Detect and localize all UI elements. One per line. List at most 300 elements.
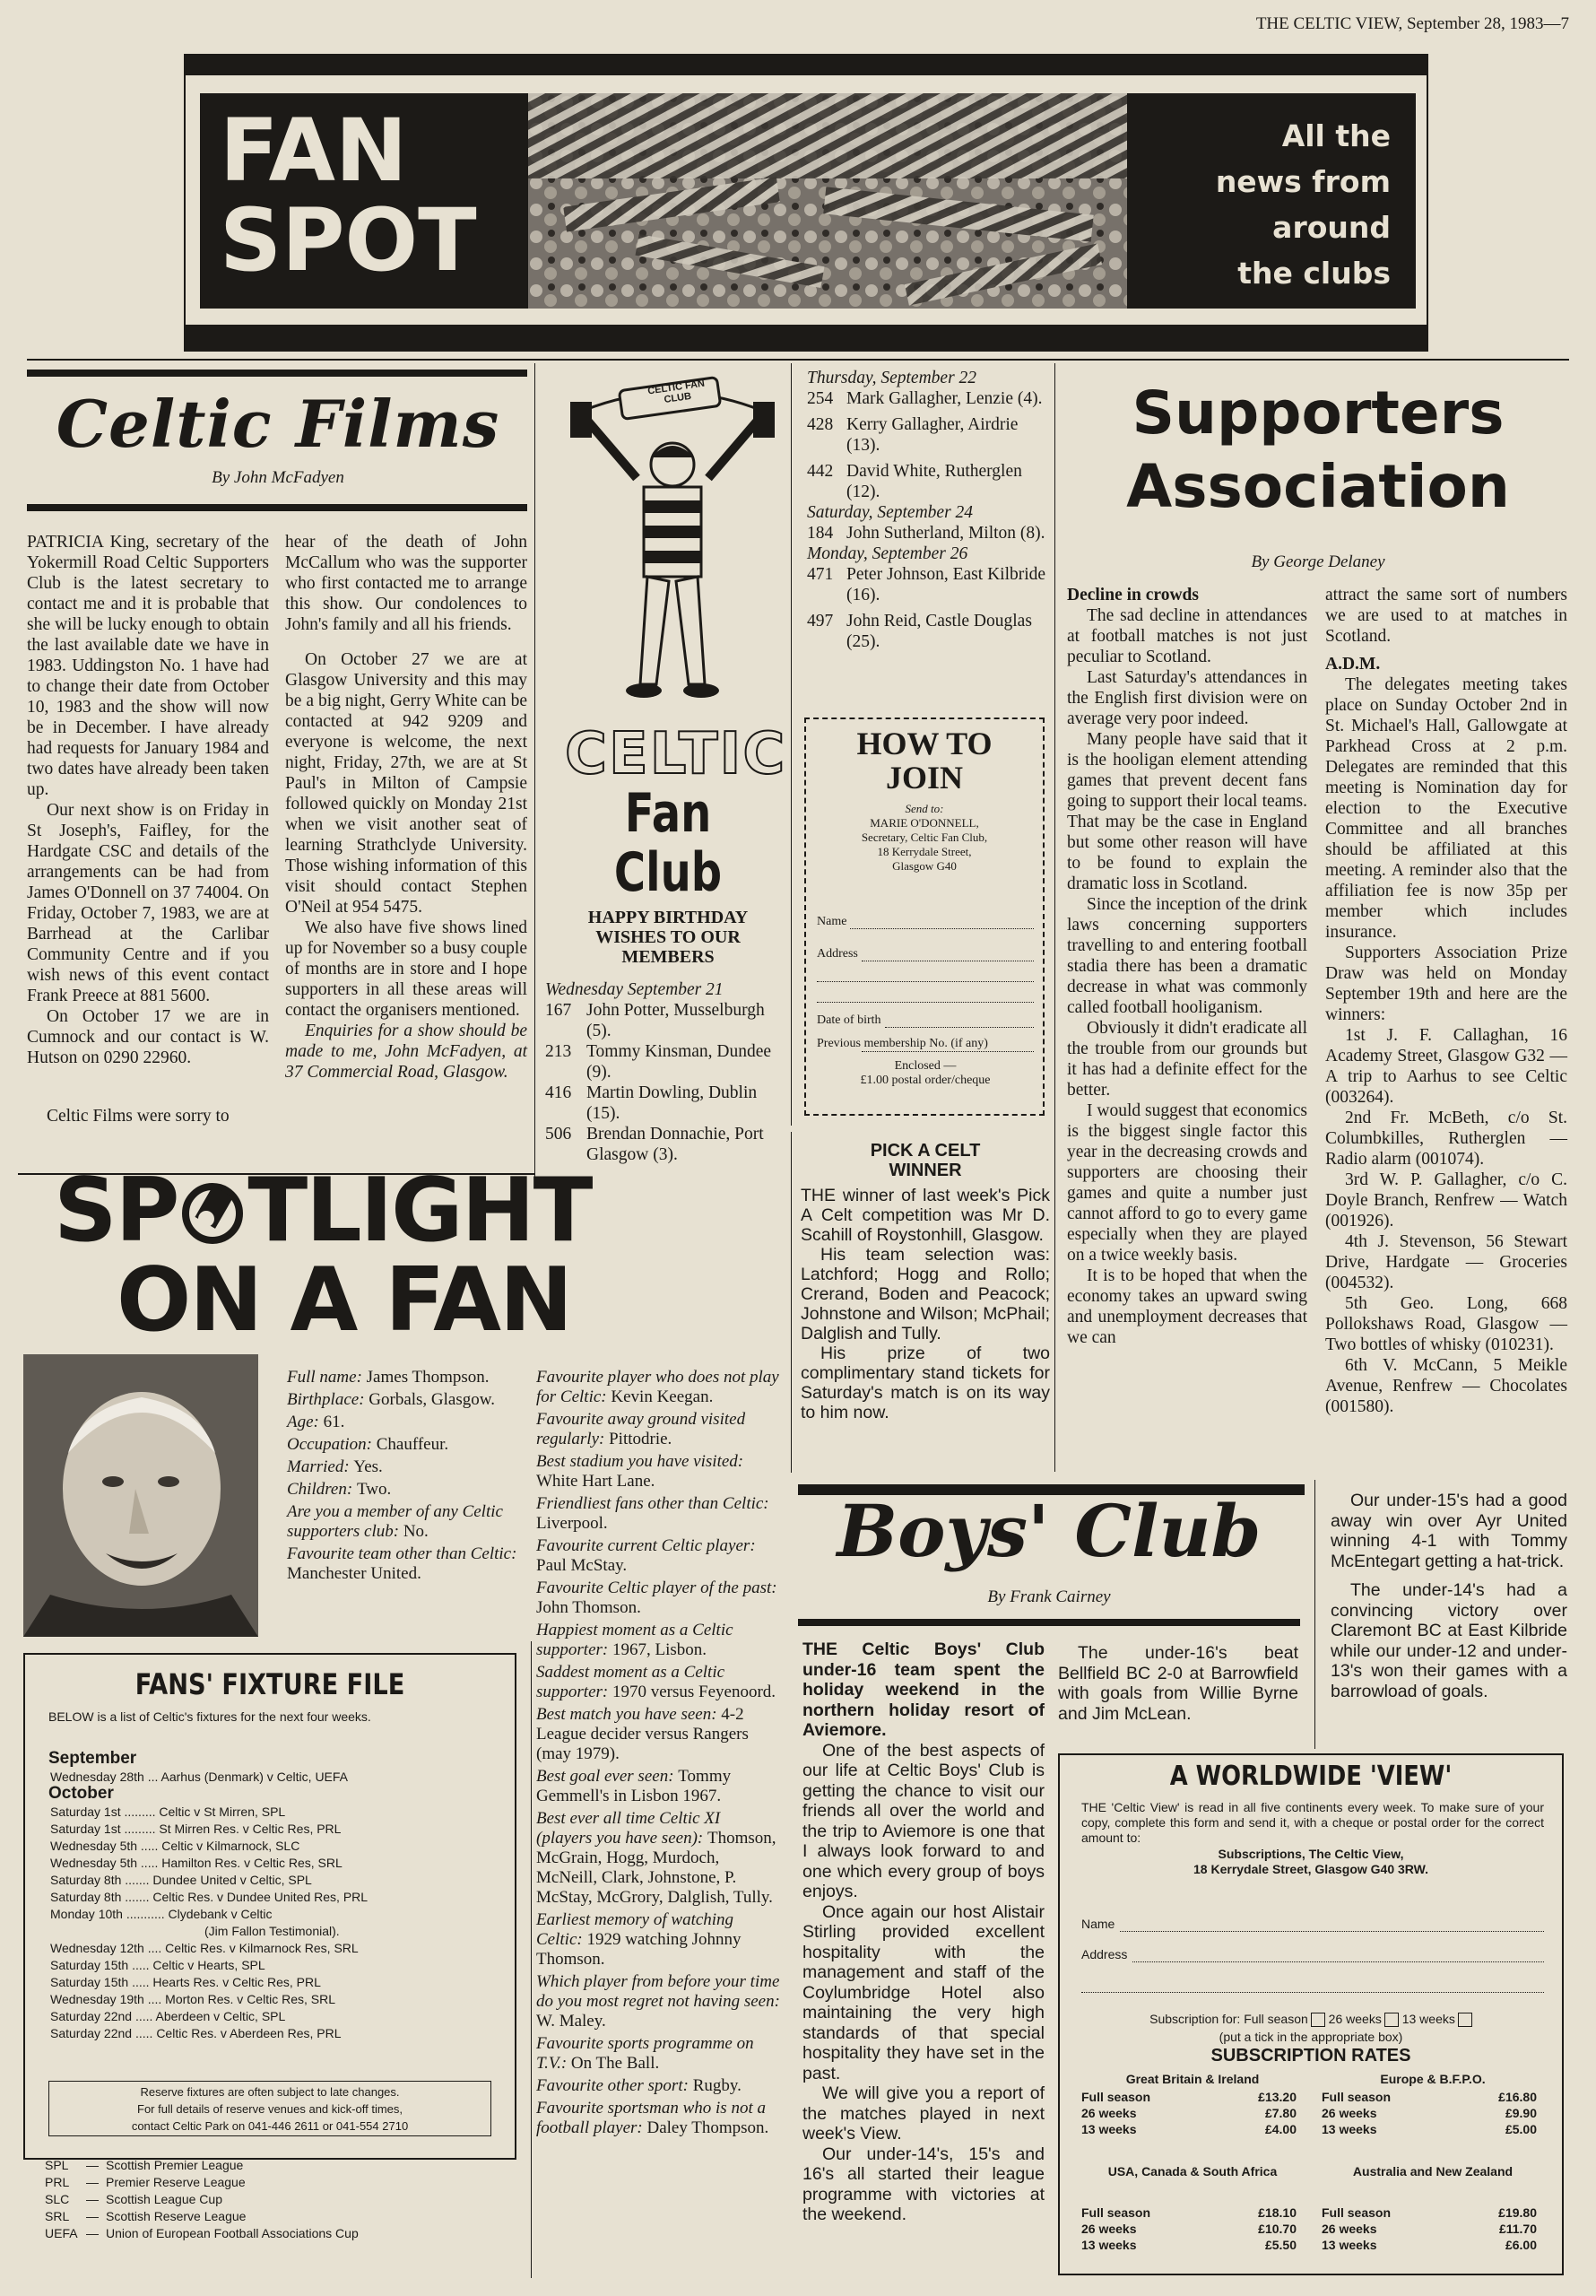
fixture-leader: ......... bbox=[124, 1822, 156, 1836]
member-name: Brendan Donnachie, Port Glasgow (3). bbox=[586, 1125, 764, 1164]
banner-tagline bbox=[1127, 93, 1416, 309]
enclosed-label: Enclosed — bbox=[894, 1059, 957, 1073]
member-number: 416 bbox=[545, 1083, 572, 1102]
fixture-date: Wednesday 28th bbox=[50, 1770, 144, 1784]
fixture-row bbox=[50, 1975, 321, 1989]
rate-row bbox=[1081, 2221, 1297, 2237]
qa-item: Earliest memory of watching Celtic: 1929 watching Johnny Thomson. bbox=[536, 1910, 742, 1969]
rate-period: 26 weeks bbox=[1081, 2222, 1137, 2236]
member-name: Martin Dowling, Dublin (15). bbox=[586, 1083, 758, 1123]
rate-region: Australia and New Zealand bbox=[1352, 2164, 1514, 2179]
fixture-row bbox=[50, 1839, 299, 1853]
member-number: 442 bbox=[807, 462, 834, 481]
rate-period: 13 weeks bbox=[1322, 2122, 1377, 2136]
article-paragraph: Many people have said that it is the hooligan element attending games that prevent decent fans going to support their local teams. That may be the case in England but some other reason will have to be found to explain the dramatic loss in Scotland. bbox=[1067, 730, 1307, 893]
fixture-date: Saturday 8th bbox=[50, 1890, 122, 1904]
fan-spot-word-1: FAN bbox=[220, 100, 408, 201]
fixture-file-box bbox=[23, 1653, 516, 2160]
rate-price: £4.00 bbox=[1264, 2122, 1297, 2136]
article-paragraph: The delegates meeting takes place on Sunday October 2nd in St. Michael's Hall, Gallowgate at Parkhead Cross at 2 p.m. Delegates are reminded that this meeting is Nomination day for election to the Executive Committee and all branches should be affiliated at this meeting. A reminder also that the affiliation fee is now 35p per member which includes insurance. bbox=[1325, 675, 1567, 942]
column-rule bbox=[531, 1641, 532, 2278]
member-entry bbox=[807, 388, 1051, 409]
send-to-label: Send to: bbox=[905, 802, 944, 815]
boys-club-byline: By Frank Cairney bbox=[987, 1587, 1111, 1606]
field-label: Previous membership No. (if any) bbox=[817, 1037, 988, 1050]
fixture-leader: ..... bbox=[140, 1856, 159, 1870]
fan-spot-banner bbox=[184, 74, 1428, 326]
member-entry bbox=[545, 1083, 789, 1124]
fixture-leader: ....... bbox=[125, 1890, 150, 1904]
boys-bottom-rule bbox=[798, 1619, 1300, 1626]
qa-item: Birthplace: Gorbals, Glasgow. bbox=[287, 1390, 495, 1409]
rate-period: Full season bbox=[1081, 2090, 1151, 2104]
membership-field[interactable] bbox=[817, 1037, 1034, 1052]
fixture-row bbox=[50, 1856, 343, 1870]
article-paragraph: The under-14's had a convincing victory over Claremont BC at East Kilbride while our under-12 and under-13's won their games with a barrowload of goals. bbox=[1331, 1580, 1567, 1701]
fixture-date: Saturday 22nd bbox=[50, 2009, 133, 2023]
article-paragraph: 5th Geo. Long, 668 Pollokshaws Road, Glasgow — Two bottles of whisky (010231). bbox=[1325, 1294, 1567, 1354]
article-paragraph: Enquiries for a show should be made to me, John McFadyen, at 37 Commercial Road, Glasgow. bbox=[285, 1022, 527, 1082]
address-line: Glasgow G40 bbox=[892, 859, 957, 873]
article-paragraph: Supporters Association Prize Draw was held on Monday September 19th and here are the winners: bbox=[1325, 944, 1567, 1024]
supporters-column-1 bbox=[1067, 585, 1307, 1348]
option-label: 13 weeks bbox=[1401, 2012, 1455, 2026]
subscription-address: Subscriptions, The Celtic View, bbox=[1218, 1847, 1404, 1861]
pick-a-celt-article bbox=[801, 1141, 1050, 1422]
fixture-date: Wednesday 12th bbox=[50, 1941, 144, 1955]
key-item: PRL — Premier Reserve League bbox=[45, 2175, 246, 2189]
member-entry bbox=[545, 1041, 789, 1083]
column-rule bbox=[1054, 363, 1055, 1472]
pick-a-celt-title: WINNER bbox=[889, 1161, 962, 1180]
qa-item: Are you a member of any Celtic supporters club: No. bbox=[287, 1502, 503, 1541]
fixture-match: Clydebank v Celtic bbox=[168, 1907, 273, 1921]
worldwide-intro: THE 'Celtic View' is read in all five continents every week. To make sure of your copy, complete this form and send it, with a cheque or postal order for the correct amount to: bbox=[1081, 1800, 1544, 1845]
member-number: 428 bbox=[807, 415, 834, 434]
qa-item: Favourite Celtic player of the past: John Thomson. bbox=[536, 1578, 777, 1617]
rate-price: £10.70 bbox=[1258, 2222, 1297, 2236]
rate-price: £11.70 bbox=[1498, 2222, 1537, 2236]
member-entry bbox=[807, 414, 1051, 456]
fixture-match: Celtic Res. v Dundee United Res, PRL bbox=[152, 1890, 369, 1904]
article-paragraph: On October 27 we are at Glasgow University and this may be a big night, Gerry White can be contacted at 942 9209 and everyone is welcome, the next night, Friday, 27th, we are at St Paul's in Milton of Campsie followed quickly on Monday 21st when we visit another seat of learning Strathclyde University. Those wishing information of this visit should contact Stephen O'Neil at 954 5475. bbox=[285, 650, 527, 917]
key-item: SLC — Scottish League Cup bbox=[45, 2192, 222, 2206]
qa-item: Full name: James Thompson. bbox=[287, 1368, 490, 1387]
article-paragraph: 3rd W. P. Gallagher, c/o C. Doyle Branch, Renfrew — Watch (001926). bbox=[1325, 1170, 1567, 1231]
article-paragraph: I would suggest that economics is the biggest single factor this year in the decreasing crowds and supporters are choosing their games and quite a number just cannot afford to go to every game especially when they are played on a twice weekly basis. bbox=[1067, 1101, 1307, 1265]
article-paragraph: On October 17 we are in Cumnock and our contact is W. Hutson on 0290 22960. bbox=[27, 1007, 269, 1067]
qa-item: Which player from before your time do you most regret not having seen: W. Maley. bbox=[536, 1972, 780, 2031]
fixture-row bbox=[50, 1958, 265, 1972]
fan-mascot-illustration bbox=[565, 375, 780, 707]
rates-title: SUBSCRIPTION RATES bbox=[1210, 2046, 1411, 2066]
title-fragment: ON A FAN bbox=[117, 1249, 571, 1352]
rate-price: £7.80 bbox=[1264, 2106, 1297, 2120]
fan-portrait-photo bbox=[23, 1354, 258, 1637]
fixture-match: Morton Res. v Celtic Res, SRL bbox=[165, 1992, 336, 2006]
qa-item: Age: 61. bbox=[287, 1413, 345, 1431]
fixture-match: St Mirren Res. v Celtic Res, PRL bbox=[159, 1822, 342, 1836]
article-paragraph: THE winner of last week's Pick A Celt competition was Mr D. Scahill of Roystonhill, Glasgow. bbox=[801, 1186, 1050, 1245]
section-divider bbox=[27, 359, 1569, 361]
qa-item: Best match you have seen: 4-2 League decider versus Rangers (may 1979). bbox=[536, 1705, 749, 1763]
subscriber-name-field[interactable] bbox=[1081, 1917, 1544, 1932]
rate-row bbox=[1322, 2105, 1537, 2121]
article-paragraph: Our under-14's, 15's and 16's all started their league programme with victories at the weekend. bbox=[802, 2144, 1045, 2224]
fixture-date: Wednesday 5th bbox=[50, 1856, 138, 1870]
fixture-leader: ........... bbox=[126, 1907, 165, 1921]
banner-bottom-bar bbox=[184, 326, 1428, 352]
celtic-films-byline: By John McFadyen bbox=[212, 468, 344, 487]
article-paragraph: Obviously it didn't eradicate all the trouble from our grounds but it has had a definite effect for the better. bbox=[1067, 1019, 1307, 1100]
fixture-date: Saturday 1st bbox=[50, 1822, 121, 1836]
address-line: 18 Kerrydale Street, bbox=[877, 845, 972, 858]
rate-price: £16.80 bbox=[1498, 2090, 1537, 2104]
article-paragraph: hear of the death of John McCallum who was the supporter who first contacted me to arrange this show. Our condolences to John's family and all his friends. bbox=[285, 533, 527, 634]
birthday-list-right bbox=[807, 368, 1051, 652]
fixture-date: Saturday 15th bbox=[50, 1975, 129, 1989]
rate-row bbox=[1322, 2089, 1537, 2105]
tick-note: (put a tick in the appropriate box) bbox=[1219, 2030, 1403, 2044]
key-item: UEFA — Union of European Football Associations Cup bbox=[45, 2226, 359, 2240]
worldwide-title: A WORLDWIDE 'VIEW' bbox=[1169, 1761, 1453, 1792]
fixture-leader: ..... bbox=[134, 2026, 153, 2040]
fixture-leader: ..... bbox=[132, 1958, 150, 1972]
qa-item: Children: Two. bbox=[287, 1480, 392, 1499]
competition-key bbox=[45, 2157, 511, 2242]
qa-item: Favourite away ground visited regularly: Pittodrie. bbox=[536, 1410, 746, 1448]
supporters-column-2 bbox=[1325, 585, 1567, 1417]
fixture-note: (Jim Fallon Testimonial). bbox=[204, 1924, 340, 1938]
rate-price: £5.00 bbox=[1505, 2122, 1537, 2136]
13-weeks-checkbox[interactable] bbox=[1458, 2013, 1472, 2027]
tagline-line: All the bbox=[1281, 118, 1391, 153]
spotlight-lamp-icon bbox=[179, 1174, 246, 1246]
fixture-match: Celtic Res. v Aberdeen Res, PRL bbox=[156, 2026, 342, 2040]
rate-row bbox=[1322, 2121, 1537, 2137]
birthday-list-left bbox=[545, 979, 789, 1165]
reserve-note bbox=[48, 2081, 491, 2136]
fixture-leader: ..... bbox=[134, 2009, 153, 2023]
article-paragraph: We also have five shows lined up for November so a busy couple of months are in store and I hope supporters in all these areas will contact the organisers mentioned. bbox=[285, 918, 527, 1020]
qa-item: Favourite other sport: Rugby. bbox=[536, 2076, 742, 2095]
qa-item: Favourite player who does not play for Celtic: Kevin Keegan. bbox=[536, 1368, 779, 1406]
celtic-films-column-2 bbox=[285, 532, 527, 1083]
member-name: Peter Johnson, East Kilbride (16). bbox=[846, 565, 1046, 604]
tagline-line: news from bbox=[1215, 164, 1391, 199]
fan-club-logo-fanclub: Fan Club bbox=[613, 782, 723, 904]
article-paragraph: 4th J. Stevenson, 56 Stewart Drive, Hardgate — Groceries (004532). bbox=[1325, 1232, 1567, 1292]
option-label: 26 weeks bbox=[1328, 2012, 1382, 2026]
celtic-films-column-1 bbox=[27, 532, 269, 1126]
birthday-day: Saturday, September 24 bbox=[807, 503, 974, 522]
how-to-join-title: JOIN bbox=[885, 760, 963, 796]
qa-item: Happiest moment as a Celtic supporter: 1967, Lisbon. bbox=[536, 1621, 733, 1659]
fan-club-badge-text: CELTIC FAN CLUB bbox=[646, 378, 706, 406]
spotlight-title bbox=[54, 1160, 592, 1352]
column-rule bbox=[791, 363, 792, 1126]
member-name: John Reid, Castle Douglas (25). bbox=[846, 612, 1032, 651]
member-entry bbox=[807, 611, 1051, 652]
fixture-row bbox=[50, 1992, 335, 2006]
title-line: Supporters bbox=[1132, 378, 1505, 448]
rate-price: £5.50 bbox=[1264, 2238, 1297, 2252]
article-paragraph: We will give you a report of the matches played in next week's View. bbox=[802, 2083, 1045, 2144]
crowd-photo bbox=[528, 93, 1127, 309]
member-number: 167 bbox=[545, 1001, 572, 1020]
address-field[interactable] bbox=[817, 947, 1034, 961]
rate-period: 13 weeks bbox=[1322, 2238, 1377, 2252]
fixture-date: Wednesday 19th bbox=[50, 1992, 144, 2006]
member-number: 254 bbox=[807, 389, 834, 408]
note-line: Reserve fixtures are often subject to late changes. bbox=[140, 2085, 400, 2099]
rate-period: Full season bbox=[1081, 2205, 1151, 2220]
qa-item: Married: Yes. bbox=[287, 1457, 383, 1476]
publication-line: THE CELTIC VIEW, September 28, 1983 bbox=[1255, 14, 1544, 33]
birthday-day: Wednesday September 21 bbox=[545, 980, 724, 999]
rate-row bbox=[1081, 2121, 1297, 2137]
article-paragraph: His team selection was: Latchford; Hogg and Rollo; Crerand, Boden and Peacock; Johnstone and Wilson; McPhail; Dalglish and Tully. bbox=[801, 1245, 1050, 1344]
fixture-leader: ..... bbox=[140, 1839, 159, 1853]
fan-club-panel bbox=[538, 366, 789, 1182]
fixture-leader: .... bbox=[147, 1941, 162, 1955]
fee-label: £1.00 postal order/cheque bbox=[860, 1074, 991, 1087]
fixture-file-title: FANS' FIXTURE FILE bbox=[134, 1667, 405, 1701]
rate-period: 13 weeks bbox=[1081, 2238, 1137, 2252]
member-name: John Potter, Musselburgh (5). bbox=[586, 1001, 765, 1040]
member-number: 471 bbox=[807, 565, 834, 584]
26-weeks-checkbox[interactable] bbox=[1384, 2013, 1399, 2027]
rate-price: £9.90 bbox=[1505, 2106, 1537, 2120]
field-label: Name bbox=[817, 915, 847, 928]
fixture-leader: ....... bbox=[125, 1873, 150, 1887]
films-bottom-rule bbox=[27, 504, 527, 511]
title-fragment: TLIGHT bbox=[247, 1160, 592, 1262]
rate-row bbox=[1081, 2237, 1297, 2253]
fan-club-logo-celtic: CELTIC bbox=[565, 721, 787, 787]
date-of-birth-field[interactable] bbox=[817, 1013, 1034, 1028]
subheading: Decline in crowds bbox=[1067, 586, 1199, 604]
boys-club-column-2 bbox=[1058, 1643, 1298, 1724]
fixture-match: Celtic v Kilmarnock, SLC bbox=[161, 1839, 300, 1853]
rate-row bbox=[1081, 2205, 1297, 2221]
fixture-date: Monday 10th bbox=[50, 1907, 123, 1921]
fixture-row bbox=[50, 1890, 368, 1904]
fixture-match: Celtic v Hearts, SPL bbox=[152, 1958, 265, 1972]
supporters-byline: By George Delaney bbox=[1251, 552, 1385, 571]
fixture-row bbox=[50, 1770, 348, 1784]
fixture-intro: BELOW is a list of Celtic's fixtures for the next four weeks. bbox=[48, 1709, 371, 1724]
rate-region: Great Britain & Ireland bbox=[1125, 2072, 1260, 2086]
subscription-options bbox=[1060, 2012, 1562, 2027]
fixture-match: Aarhus (Denmark) v Celtic, UEFA bbox=[160, 1770, 349, 1784]
qa-item: Favourite team other than Celtic: Manchester United. bbox=[287, 1544, 517, 1583]
member-name: Tommy Kinsman, Dundee (9). bbox=[586, 1042, 772, 1082]
boys-club-title: Boys' Club bbox=[837, 1489, 1262, 1573]
rate-period: 26 weeks bbox=[1081, 2106, 1137, 2120]
fixture-match: Celtic Res. v Kilmarnock Res, SRL bbox=[165, 1941, 359, 1955]
column-rule bbox=[791, 1132, 792, 1473]
fixture-date: Saturday 22nd bbox=[50, 2026, 133, 2040]
fixture-leader: ......... bbox=[124, 1805, 156, 1819]
rate-period: 26 weeks bbox=[1322, 2106, 1377, 2120]
article-paragraph: One of the best aspects of our life at Celtic Boys' Club is getting the chance to visit our friends all over the world and the trip to Aviemore is one that I always look forward to and one which every group of boys enjoys. bbox=[802, 1740, 1045, 1901]
name-field[interactable] bbox=[817, 915, 1034, 929]
column-rule bbox=[534, 363, 535, 1181]
rate-price: £19.80 bbox=[1498, 2205, 1537, 2220]
worldwide-view-subscription-form bbox=[1058, 1753, 1564, 2275]
member-name: Mark Gallagher, Lenzie (4). bbox=[846, 389, 1043, 408]
options-label: Subscription for: bbox=[1149, 2012, 1241, 2026]
fan-spot-word-2: SPOT bbox=[220, 190, 477, 291]
key-item: SPL — Scottish Premier League bbox=[45, 2158, 244, 2172]
boys-club-column-3 bbox=[1331, 1491, 1567, 1701]
pick-a-celt-title: PICK A CELT bbox=[870, 1141, 981, 1161]
option-label: Full season bbox=[1244, 2012, 1308, 2026]
rate-period: Full season bbox=[1322, 2090, 1392, 2104]
article-paragraph: Celtic Films were sorry to bbox=[47, 1107, 230, 1126]
key-item: SRL — Scottish Reserve League bbox=[45, 2209, 247, 2223]
member-number: 213 bbox=[545, 1042, 572, 1061]
birthday-heading: HAPPY BIRTHDAY WISHES TO OUR MEMBERS bbox=[587, 908, 749, 967]
article-paragraph: It is to be hoped that when the economy takes an upward swing and unemployment decreases that we can bbox=[1067, 1266, 1307, 1347]
qa-item: Friendliest fans other than Celtic: Liverpool. bbox=[536, 1494, 769, 1533]
rate-period: 26 weeks bbox=[1322, 2222, 1377, 2236]
how-to-join-title: HOW TO bbox=[856, 726, 993, 761]
column-rule bbox=[1314, 1480, 1315, 1749]
fixture-match: Hamilton Res. v Celtic Res, SRL bbox=[161, 1856, 343, 1870]
article-paragraph: Since the inception of the drink laws concerning supporters travelling to and entering football stadia there has been a dramatic decrease in what was commonly called football hooliganism. bbox=[1067, 895, 1307, 1017]
article-paragraph: His prize of two complimentary stand tickets for Saturday's match is on its way to him now. bbox=[801, 1344, 1050, 1422]
birthday-day: Thursday, September 22 bbox=[807, 369, 977, 387]
member-entry bbox=[807, 461, 1051, 502]
fixture-leader: ..... bbox=[132, 1975, 150, 1989]
qa-item: Best ever all time Celtic XI (players you have seen): Thomson, McGrain, Hogg, Murdoch, McNeill, Clark, Johnstone, P. McStay, McGrory, Dalglish, Tully. bbox=[536, 1809, 776, 1907]
supporters-association-title bbox=[1058, 377, 1578, 524]
spotlight-qa-column-2 bbox=[536, 1368, 780, 2141]
fixture-row bbox=[50, 2026, 342, 2040]
tagline-line: around bbox=[1272, 210, 1391, 245]
rate-price: £18.10 bbox=[1258, 2205, 1297, 2220]
rate-period: 13 weeks bbox=[1081, 2122, 1137, 2136]
article-paragraph: 2nd Fr. McBeth, c/o St. Columbkilles, Rutherglen — Radio alarm (001074). bbox=[1325, 1109, 1567, 1169]
rate-price: £6.00 bbox=[1505, 2238, 1537, 2252]
fan-spot-logo bbox=[200, 93, 528, 309]
fan-portrait-image bbox=[23, 1354, 258, 1637]
fixture-month: October bbox=[48, 1784, 114, 1803]
tagline-line: the clubs bbox=[1237, 256, 1391, 291]
article-paragraph: The sad decline in attendances at football matches is not just peculiar to Scotland. bbox=[1067, 606, 1307, 666]
article-paragraph: Our next show is on Friday in St Joseph's, Faifley, for the Hardgate CSC and details of the arrangements can be had from James O'Donnell on 37 74004. On Friday, October 7, 1983, we are at Barrhead at the Carlibar Community Centre and if you wish news of this event contact Frank Preece at 881 5600. bbox=[27, 801, 269, 1005]
fixture-date: Wednesday 5th bbox=[50, 1839, 138, 1853]
fixture-date: Saturday 15th bbox=[50, 1958, 129, 1972]
fixture-row bbox=[50, 1805, 285, 1819]
how-to-join-form bbox=[804, 718, 1045, 1116]
qa-item: Favourite sports programme on T.V.: On The Ball. bbox=[536, 2034, 754, 2073]
rate-price: £13.20 bbox=[1258, 2090, 1297, 2104]
title-line: Association bbox=[1126, 452, 1510, 521]
subscription-address: 18 Kerrydale Street, Glasgow G40 3RW. bbox=[1193, 1862, 1428, 1876]
subscriber-address-field[interactable] bbox=[1081, 1947, 1544, 1962]
article-paragraph: 1st J. F. Callaghan, 16 Academy Street, Glasgow G32 — A trip to Aarhus to see Celtic (003264). bbox=[1325, 1026, 1567, 1107]
celtic-films-title: Celtic Films bbox=[56, 386, 500, 462]
rate-region: USA, Canada & South Africa bbox=[1107, 2164, 1278, 2179]
crowd-photo-image bbox=[528, 93, 1127, 309]
member-entry bbox=[545, 1000, 789, 1041]
title-fragment: SP bbox=[54, 1160, 178, 1262]
member-name: John Sutherland, Milton (8). bbox=[846, 524, 1045, 543]
rate-row bbox=[1081, 2105, 1297, 2121]
fixture-leader: .... bbox=[147, 1992, 162, 2006]
page-header: THE CELTIC VIEW, September 28, 1983—7 bbox=[1255, 14, 1569, 33]
fixture-match: Aberdeen v Celtic, SPL bbox=[155, 2009, 286, 2023]
address-line: Secretary, Celtic Fan Club, bbox=[861, 831, 988, 844]
birthday-day: Monday, September 26 bbox=[807, 544, 968, 563]
fixture-match: Dundee United v Celtic, SPL bbox=[152, 1873, 312, 1887]
qa-item: Favourite sportsman who is not a football player: Daley Thompson. bbox=[536, 2099, 769, 2137]
full-season-checkbox[interactable] bbox=[1311, 2013, 1325, 2027]
field-label: Address bbox=[1081, 1947, 1128, 1961]
field-label: Address bbox=[817, 947, 858, 961]
note-line: contact Celtic Park on 041-446 2611 or 041-554 2710 bbox=[131, 2119, 409, 2133]
article-paragraph: PATRICIA King, secretary of the Yokermill Road Celtic Supporters Club is the latest secretary to contact me and it is probable that she will be lucky enough to obtain the last available date we have in 1983. Uddingston No. 1 have had to change their date from October 10, 1983 and the show will now be in December. I have already had requests for January 1984 and two dates have already been taken up. bbox=[27, 533, 269, 799]
spotlight-qa-column-1 bbox=[287, 1368, 527, 1587]
subheading: A.D.M. bbox=[1325, 655, 1381, 674]
field-label: Name bbox=[1081, 1917, 1115, 1931]
rate-region: Europe & B.F.P.O. bbox=[1380, 2072, 1486, 2086]
fixture-row bbox=[50, 1822, 341, 1836]
fixture-leader: ... bbox=[147, 1770, 159, 1784]
member-name: Kerry Gallagher, Airdrie (13). bbox=[846, 415, 1019, 455]
rate-row bbox=[1322, 2237, 1537, 2253]
page-number: 7 bbox=[1560, 14, 1569, 33]
qa-item: Best goal ever seen: Tommy Gemmell's in Lisbon 1967. bbox=[536, 1767, 732, 1805]
member-number: 184 bbox=[807, 524, 834, 543]
article-paragraph: Once again our host Alistair Stirling provided excellent hospitality with the management and staff of the Coylumbridge Hotel also maintaining the very high standards of that special hospitality they have set in the past. bbox=[802, 1901, 1045, 2083]
member-number: 506 bbox=[545, 1125, 572, 1144]
qa-item: Occupation: Chauffeur. bbox=[287, 1435, 449, 1454]
article-paragraph: Our under-15's had a good away win over Ayr United winning 4-1 with Tommy McEntegart getting a hat-trick. bbox=[1331, 1491, 1567, 1571]
address-line: MARIE O'DONNELL, bbox=[870, 816, 979, 830]
fixture-row bbox=[50, 1907, 272, 1921]
fixture-row bbox=[50, 1941, 359, 1955]
films-top-rule bbox=[27, 370, 527, 377]
rate-row bbox=[1322, 2221, 1537, 2237]
rate-row bbox=[1081, 2089, 1297, 2105]
boys-club-column-1 bbox=[802, 1639, 1045, 2225]
rate-row bbox=[1322, 2205, 1537, 2221]
rate-period: Full season bbox=[1322, 2205, 1392, 2220]
qa-item: Best stadium you have visited: White Hart Lane. bbox=[536, 1452, 744, 1491]
member-number: 497 bbox=[807, 612, 834, 631]
article-paragraph: attract the same sort of numbers we are used to at matches in Scotland. bbox=[1325, 586, 1567, 646]
member-entry bbox=[807, 523, 1051, 544]
qa-item: Favourite current Celtic player: Paul McStay. bbox=[536, 1536, 756, 1575]
fixture-date: Saturday 8th bbox=[50, 1873, 122, 1887]
article-paragraph: Last Saturday's attendances in the English first division were on average very poor indeed. bbox=[1067, 668, 1307, 728]
fixture-match: Celtic v St Mirren, SPL bbox=[159, 1805, 286, 1819]
fixture-row bbox=[50, 1873, 312, 1887]
article-paragraph: The under-16's beat Bellfield BC 2-0 at Barrowfield with goals from Willie Byrne and Jim McLean. bbox=[1058, 1643, 1298, 1724]
fixture-date: Saturday 1st bbox=[50, 1805, 121, 1819]
field-label: Date of birth bbox=[817, 1013, 881, 1027]
lead-paragraph: THE Celtic Boys' Club under-16 team spent the holiday weekend in the northern holiday resort of Aviemore. bbox=[802, 1639, 1045, 1740]
note-line: For full details of reserve venues and kick-off times, bbox=[137, 2102, 403, 2116]
qa-item: Saddest moment as a Celtic supporter: 1970 versus Feyenoord. bbox=[536, 1663, 776, 1701]
member-entry bbox=[807, 564, 1051, 605]
fixture-row bbox=[50, 2009, 285, 2023]
fixture-match: Hearts Res. v Celtic Res, PRL bbox=[152, 1975, 321, 1989]
